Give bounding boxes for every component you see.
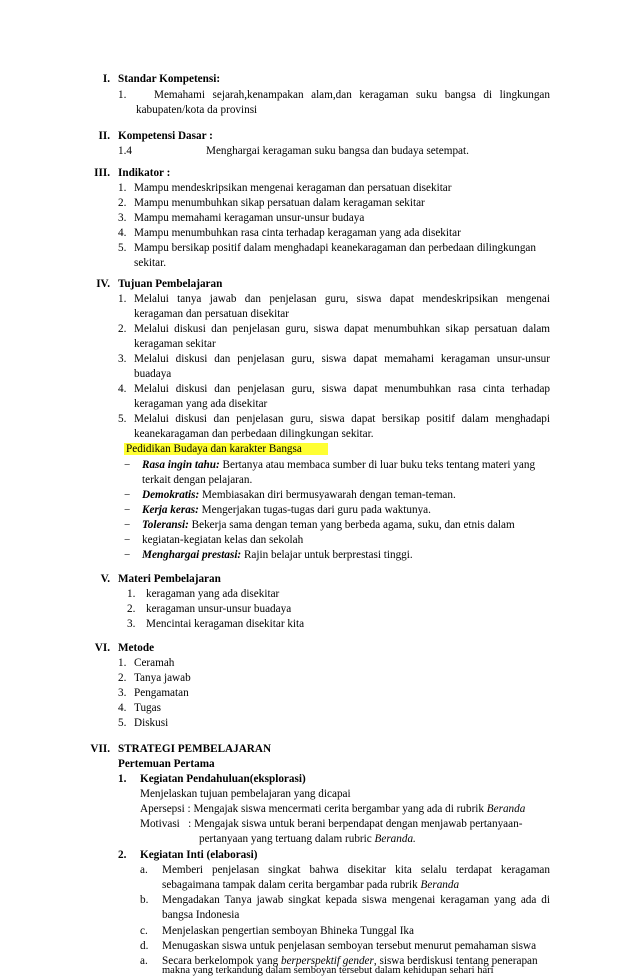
lettered-item (140, 863, 550, 878)
item-text: Mampu mendeskripsikan mengenai keragaman dan persatuan disekitar (134, 182, 452, 194)
item-text: , siswa berdiskusi tentang penerapan (373, 955, 538, 967)
dash-bullet: − (124, 504, 131, 516)
item-text: Tanya jawab (134, 672, 191, 684)
item-continuation: makna yang terkandung dalam semboyan tersebut dalam kehidupan sehari hari (162, 965, 494, 976)
dash-bullet: − (124, 549, 131, 561)
character-label: Kerja keras: (142, 504, 199, 516)
item-number: 3. (118, 353, 127, 365)
character-text: Bekerja sama dengan teman yang berbeda agama, suku, dan etnis dalam (191, 519, 515, 531)
character-item (124, 548, 556, 563)
section-numeral: VII. (90, 743, 110, 755)
item-text: Menugaskan siswa untuk penjelasan semboyan tersebut menurut pemahaman siswa (162, 940, 537, 952)
section-numeral: I. (102, 73, 110, 85)
lettered-item (140, 893, 550, 908)
item-text-italic: Beranda (420, 879, 460, 891)
item-continuation: keragaman dan persatuan disekitar (134, 308, 290, 320)
step-title: Kegiatan Inti (elaborasi) (140, 849, 258, 861)
section-numeral: VI. (94, 642, 110, 654)
step-line: Menjelaskan tujuan pembelajaran yang dicapai (140, 788, 351, 800)
step-text: pertanyaan yang tertuang dalam rubric (199, 833, 375, 845)
list-item (118, 382, 550, 397)
item-number: 3. (118, 687, 127, 699)
item-text: Mampu bersikap positif dalam menghadapi keanekaragaman dan perbedaan dilingkungan (134, 242, 536, 254)
item-letter: a. (140, 955, 148, 967)
item-text: Melalui diskusi dan penjelasan guru, siswa dapat menumbuhkan rasa cinta terhadap (134, 383, 550, 395)
step-title: Kegiatan Pendahuluan(eksplorasi) (140, 773, 306, 785)
item-number: 1. (118, 89, 127, 101)
item-continuation: sekitar. (134, 257, 166, 269)
item-text: Melalui diskusi dan penjelasan guru, siswa dapat memahami keragaman unsur-unsur (134, 353, 550, 365)
section-title: Standar Kompetensi: (118, 73, 221, 85)
item-letter: a. (140, 864, 148, 876)
item-number: 1. (118, 293, 127, 305)
character-item (124, 518, 556, 533)
item-text: Mengadakan Tanya jawab singkat kepada siswa mengenai keragaman yang ada di (162, 894, 550, 906)
item-text: Menjelaskan pengertian semboyan Bhineka Tunggal Ika (162, 925, 414, 937)
item-text: Melalui diskusi dan penjelasan guru, siswa dapat bersikap positif dalam menghadapi (134, 413, 550, 425)
section-title: Materi Pembelajaran (118, 573, 221, 585)
item-text: Mampu menumbuhkan sikap persatuan dalam keragaman sekitar (134, 197, 425, 209)
item-number: 2. (118, 672, 127, 684)
dash-bullet: − (124, 519, 131, 531)
item-text: Mampu menumbuhkan rasa cinta terhadap keragaman yang ada disekitar (134, 227, 461, 239)
item-letter: d. (140, 940, 149, 952)
list-item (118, 196, 550, 211)
character-text: Bertanya atau membaca sumber di luar buku teks tentang materi yang (222, 459, 536, 471)
step-line (140, 802, 572, 817)
list-item (118, 322, 550, 337)
item-number: 2. (118, 323, 127, 335)
item-continuation: keanekaragaman dan perbedaan dilingkungan sekitar. (134, 428, 374, 440)
item-text: sebagaimana tampak dalam cerita bergambar pada rubrik (162, 879, 421, 891)
step-heading (118, 772, 550, 787)
section-numeral: III. (94, 167, 110, 179)
section-numeral: IV. (96, 278, 110, 290)
lettered-item (140, 939, 572, 954)
list-item (118, 292, 550, 307)
section-title: STRATEGI PEMBELAJARAN (118, 743, 272, 755)
item-continuation: terkait dengan pelajaran. (142, 474, 253, 486)
item-continuation: keragaman sekitar (134, 338, 216, 350)
section-title: Kompetensi Dasar : (118, 130, 213, 142)
item-text: keragaman yang ada disekitar (146, 588, 280, 600)
dash-bullet: − (124, 534, 131, 546)
character-label: Demokratis: (142, 489, 200, 501)
list-item (118, 241, 550, 256)
list-item (127, 587, 559, 602)
item-number: 5. (118, 413, 127, 425)
item-number: 4. (118, 702, 127, 714)
item-number: 3. (127, 618, 136, 630)
character-item (124, 488, 556, 503)
list-item (118, 181, 550, 196)
item-text: Melalui tanya jawab dan penjelasan guru, siswa dapat mendeskripsikan mengenai (134, 293, 550, 305)
step-heading (118, 848, 550, 863)
character-label: Menghargai prestasi: (142, 549, 242, 561)
section-numeral: II. (98, 130, 110, 142)
character-item (124, 458, 556, 473)
item-text: Secara berkelompok yang (162, 955, 281, 967)
list-item (118, 88, 550, 103)
item-number: 5. (118, 717, 127, 729)
section-title: Indikator : (118, 167, 171, 179)
item-number: 1. (127, 588, 136, 600)
item-number: 1. (118, 182, 127, 194)
section-title: Tujuan Pembelajaran (118, 278, 223, 290)
item-number: 5. (118, 242, 127, 254)
item-number: 1. (118, 657, 127, 669)
list-item (118, 412, 550, 427)
item-number: 4. (118, 383, 127, 395)
step-text-italic: Beranda. (374, 833, 416, 845)
item-text: Melalui diskusi dan penjelasan guru, siswa dapat menumbuhkan sikap persatuan dalam (134, 323, 550, 335)
item-number: 2. (127, 603, 136, 615)
item-letter: c. (140, 925, 148, 937)
item-letter: b. (140, 894, 149, 906)
character-text: kegiatan-kegiatan kelas dan sekolah (142, 534, 304, 546)
character-label: Rasa ingin tahu: (142, 459, 220, 471)
item-number: 1.4 (118, 145, 132, 157)
item-text: Mampu memahami keragaman unsur-unsur budaya (134, 212, 365, 224)
character-label: Toleransi: (142, 519, 189, 531)
list-item (118, 656, 550, 671)
meeting-heading: Pertemuan Pertama (118, 758, 215, 770)
list-item (118, 211, 550, 226)
highlighted-text: Pedidikan Budaya dan karakter Bangsa (124, 443, 328, 455)
item-text: keragaman unsur-unsur buadaya (146, 603, 292, 615)
item-continuation: buadaya (134, 368, 172, 380)
character-item (124, 533, 556, 548)
section-title: Metode (118, 642, 155, 654)
character-text: Mengerjakan tugas-tugas dari guru pada waktunya. (201, 504, 431, 516)
item-continuation (162, 878, 594, 893)
item-text: Mencintai keragaman disekitar kita (146, 618, 305, 630)
item-continuation: keragaman yang ada disekitar (134, 398, 268, 410)
item-text: Memahami sejarah,kenampakan alam,dan keragaman suku bangsa di lingkungan (154, 89, 550, 101)
character-text: Rajin belajar untuk berprestasi tinggi. (243, 549, 413, 561)
item-text: Pengamatan (134, 687, 189, 699)
list-item (127, 617, 559, 632)
item-number: 2. (118, 197, 127, 209)
step-number: 2. (118, 849, 127, 861)
list-item (118, 352, 550, 367)
list-item (118, 701, 550, 716)
item-number: 3. (118, 212, 127, 224)
character-heading (124, 442, 556, 457)
item-text: Ceramah (134, 657, 175, 669)
step-number: 1. (118, 773, 127, 785)
item-continuation: kabupaten/kota da provinsi (136, 104, 258, 116)
character-text: Membiasakan diri bermusyawarah dengan teman-teman. (201, 489, 456, 501)
item-text: Memberi penjelasan singkat bahwa disekitar kita selalu terdapat keragaman (162, 864, 550, 876)
item-number: 4. (118, 227, 127, 239)
step-text: Apersepsi : Mengajak siswa mencermati cerita bergambar yang ada di rubrik (140, 803, 487, 815)
list-item (118, 716, 550, 731)
character-item (124, 503, 556, 518)
list-item (118, 671, 550, 686)
step-text-italic: Beranda (486, 803, 526, 815)
item-text: Menghargai keragaman suku bangsa dan budaya setempat. (206, 145, 469, 157)
step-line (199, 832, 631, 847)
item-continuation: bangsa Indonesia (162, 909, 240, 921)
section-numeral: V. (100, 573, 110, 585)
list-item (118, 144, 550, 159)
step-line: Motivasi : Mengajak siswa untuk berani berpendapat dengan menjawab pertanyaan- (140, 818, 523, 830)
item-text: Diskusi (134, 717, 169, 729)
list-item (118, 226, 550, 241)
list-item (127, 602, 559, 617)
lettered-item (140, 924, 572, 939)
item-text-italic: berperspektif gender (280, 955, 374, 967)
dash-bullet: − (124, 489, 131, 501)
dash-bullet: − (124, 459, 131, 471)
list-item (118, 686, 550, 701)
item-text: Tugas (134, 702, 161, 714)
